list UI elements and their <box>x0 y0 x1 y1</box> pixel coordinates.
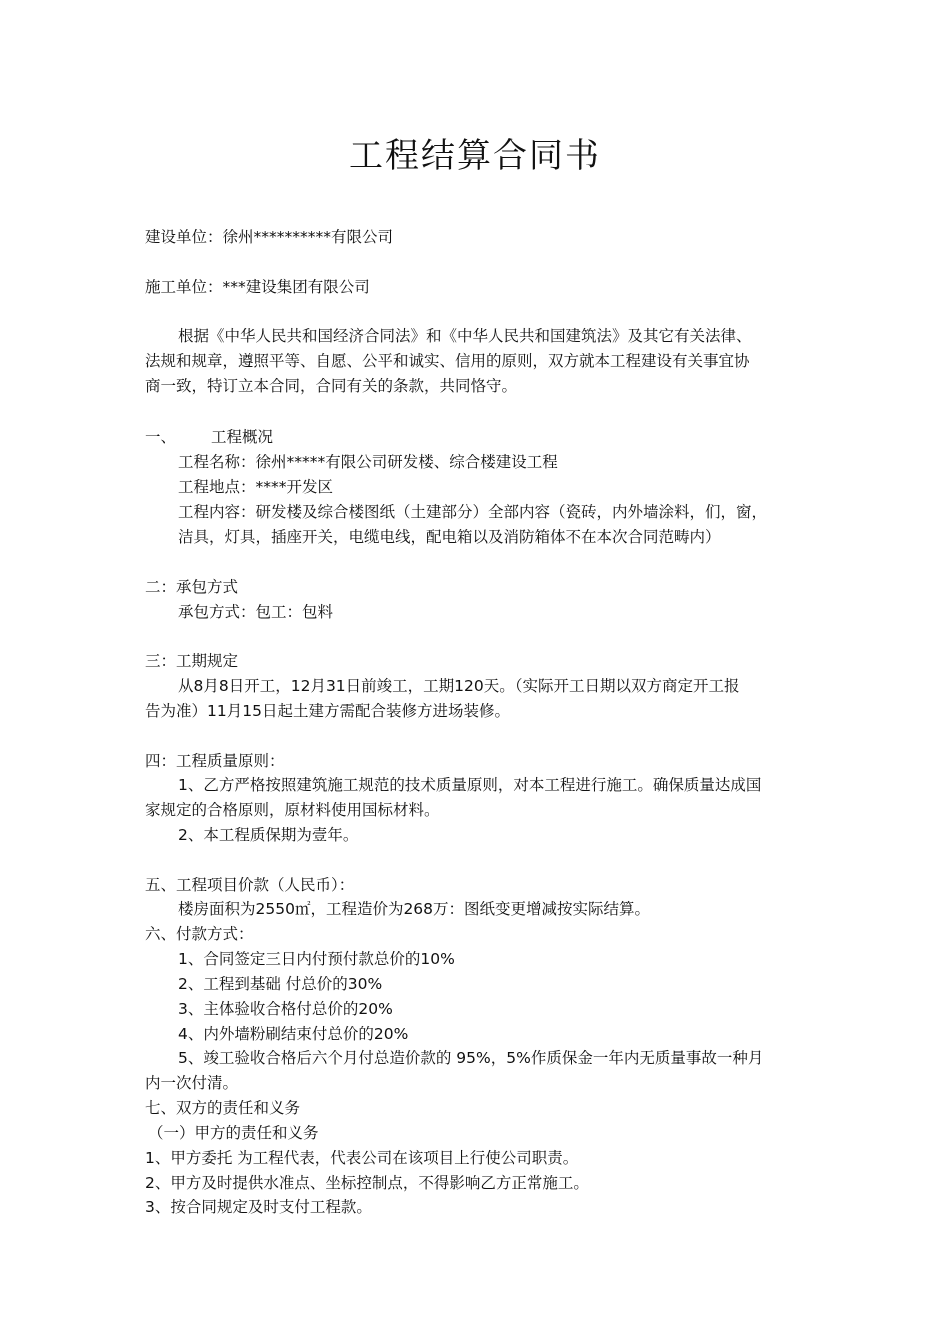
project-location-line: 工程地点：****开发区 <box>178 478 334 496</box>
section-3-heading: 三：工期规定 <box>145 652 239 670</box>
section-4-heading: 四：工程质量原则： <box>145 752 285 770</box>
section-1-title: 工程概况 <box>211 428 274 446</box>
project-content-line: 洁具，灯具，插座开关，电缆电线，配电箱以及消防箱体不在本次合同范畴内） <box>178 528 721 546</box>
payment-item: 5、竣工验收合格后六个月付总造价款的 95%，5%作质保金一年内无质量事故一种月 <box>178 1049 764 1067</box>
schedule-line: 从8月8日开工，12月31日前竣工，工期120天。（实际开工日期以双方商定开工报 <box>178 677 740 695</box>
preamble-line: 根据《中华人民共和国经济合同法》和《中华人民共和国建筑法》及其它有关法律、 <box>178 327 752 345</box>
party-b-line: 施工单位：***建设集团有限公司 <box>145 278 370 296</box>
project-content-line: 工程内容：研发楼及综合楼图纸（土建部分）全部内容（瓷砖，内外墙涂料，们，窗， <box>178 503 768 521</box>
duty-item: 3、按合同规定及时支付工程款。 <box>145 1198 372 1216</box>
duty-item: 1、甲方委托 为工程代表，代表公司在该项目上行使公司职责。 <box>145 1149 579 1167</box>
section-5-heading: 五、工程项目价款（人民币）： <box>145 876 355 894</box>
section-7-heading: 七、双方的责任和义务 <box>145 1099 301 1117</box>
quality-line: 家规定的合格原则，原材料使用国标材料。 <box>145 801 440 819</box>
contract-mode-line: 承包方式：包工：包料 <box>178 603 334 621</box>
payment-item: 内一次付清。 <box>145 1074 239 1092</box>
document-title: 工程结算合同书 <box>349 136 601 176</box>
project-name-line: 工程名称：徐州*****有限公司研发楼、综合楼建设工程 <box>178 453 558 471</box>
schedule-line: 告为准）11月15日起土建方需配合装修方进场装修。 <box>145 702 510 720</box>
payment-item: 1、合同签定三日内付预付款总价的10% <box>178 950 455 968</box>
party-a-line: 建设单位：徐州**********有限公司 <box>145 228 394 246</box>
payment-item: 4、内外墙粉刷结束付总价的20% <box>178 1025 409 1043</box>
section-2-heading: 二：承包方式 <box>145 578 239 596</box>
payment-item: 2、工程到基础 付总价的30% <box>178 975 383 993</box>
section-1-heading <box>145 427 273 447</box>
party-a-duties-heading: （一）甲方的责任和义务 <box>148 1124 319 1142</box>
quality-line: 1、乙方严格按照建筑施工规范的技术质量原则，对本工程进行施工。确保质量达成国 <box>178 776 762 794</box>
section-1-number: 一、 <box>145 428 177 446</box>
quality-line: 2、本工程质保期为壹年。 <box>178 826 359 844</box>
preamble-line: 法规和规章，遵照平等、自愿、公平和诚实、信用的原则，双方就本工程建设有关事宜协 <box>145 352 750 370</box>
duty-item: 2、甲方及时提供水准点、坐标控制点，不得影响乙方正常施工。 <box>145 1174 589 1192</box>
price-line: 楼房面积为2550㎡，工程造价为268万：图纸变更增减按实际结算。 <box>178 900 651 918</box>
preamble-line: 商一致，特订立本合同，合同有关的条款，共同恪守。 <box>145 377 518 395</box>
section-6-heading: 六、付款方式： <box>145 925 254 943</box>
payment-item: 3、主体验收合格付总价的20% <box>178 1000 393 1018</box>
